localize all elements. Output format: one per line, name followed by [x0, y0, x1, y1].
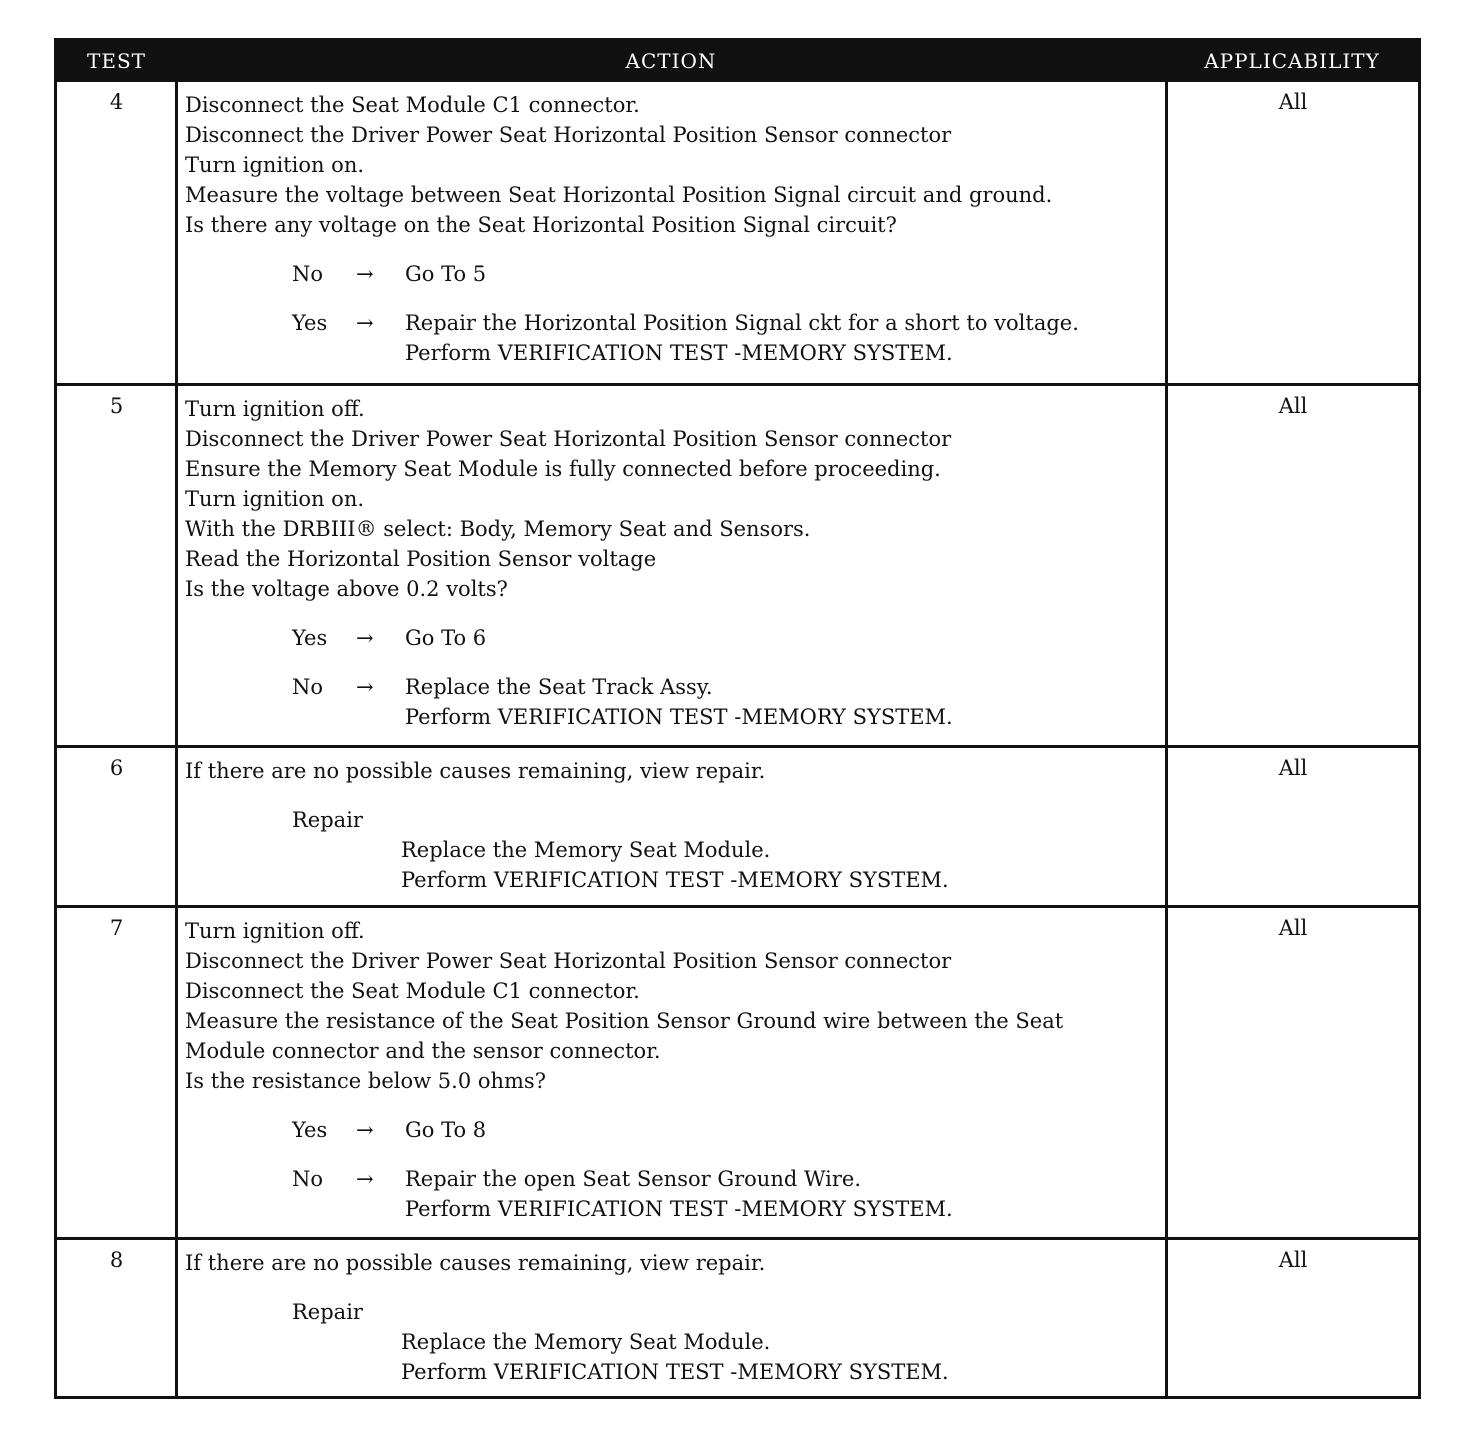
action-line: Disconnect the Driver Power Seat Horizontal Position Sensor connector — [185, 123, 952, 147]
option-text: Go To 6 — [405, 626, 487, 650]
table-row — [57, 1237, 1418, 1399]
action-line: Is the voltage above 0.2 volts? — [185, 577, 508, 601]
repair-label: Repair — [292, 1300, 363, 1324]
header-applicability: APPLICABILITY — [1204, 49, 1380, 73]
action-line: Ensure the Memory Seat Module is fully connected before proceeding. — [185, 457, 941, 481]
result-option — [185, 1115, 1160, 1145]
arrow-icon: → — [356, 626, 374, 650]
action-cell — [185, 916, 1160, 1224]
arrow-icon: → — [356, 262, 374, 286]
applicability: All — [1278, 916, 1308, 940]
arrow-icon: → — [356, 1118, 374, 1142]
option-cont-text: Perform VERIFICATION TEST -MEMORY SYSTEM. — [405, 1197, 953, 1221]
table-row — [57, 82, 1418, 383]
option-continuation — [185, 338, 1160, 368]
option-text: Go To 5 — [405, 262, 487, 286]
option-text: Repair the open Seat Sensor Ground Wire. — [405, 1167, 862, 1191]
option-text: Repair the Horizontal Position Signal ckt for a short to voltage. — [405, 311, 1079, 335]
action-line: Disconnect the Seat Module C1 connector. — [185, 979, 640, 1003]
action-line: Disconnect the Driver Power Seat Horizontal Position Sensor connector — [185, 949, 952, 973]
test-number: 8 — [109, 1248, 124, 1272]
option-label: Yes — [292, 311, 328, 335]
repair-label: Repair — [292, 808, 363, 832]
arrow-icon: → — [356, 1167, 374, 1191]
action-line: Turn ignition on. — [185, 153, 365, 177]
header-action: ACTION — [625, 49, 717, 73]
action-line: Turn ignition on. — [185, 487, 365, 511]
action-line: If there are no possible causes remaining, view repair. — [185, 759, 766, 783]
action-line: Measure the voltage between Seat Horizontal Position Signal circuit and ground. — [185, 183, 1053, 207]
test-number: 5 — [109, 394, 124, 418]
arrow-icon: → — [356, 675, 374, 699]
action-line: Read the Horizontal Position Sensor voltage — [185, 547, 657, 571]
repair-line: Replace the Memory Seat Module. — [401, 1330, 771, 1354]
action-line: Turn ignition off. — [185, 397, 365, 421]
test-table — [54, 38, 1421, 1399]
table-row — [57, 383, 1418, 745]
action-line: Module connector and the sensor connector. — [185, 1039, 661, 1063]
result-option — [185, 308, 1160, 338]
header-test: TEST — [87, 49, 146, 73]
option-cont-text: Perform VERIFICATION TEST -MEMORY SYSTEM. — [405, 341, 953, 365]
option-continuation — [185, 1194, 1160, 1224]
repair-line: Perform VERIFICATION TEST -MEMORY SYSTEM. — [401, 1360, 949, 1384]
option-text: Go To 8 — [405, 1118, 487, 1142]
action-cell — [185, 756, 1160, 895]
action-cell — [185, 1248, 1160, 1387]
action-cell — [185, 394, 1160, 732]
option-label: Yes — [292, 1118, 328, 1142]
table-row — [57, 745, 1418, 905]
result-option — [185, 1164, 1160, 1194]
test-number: 6 — [109, 756, 124, 780]
repair-line: Replace the Memory Seat Module. — [401, 838, 771, 862]
action-line: With the DRBIII® select: Body, Memory Seat and Sensors. — [185, 517, 811, 541]
option-continuation — [185, 702, 1160, 732]
table-header — [57, 41, 1418, 82]
applicability: All — [1278, 394, 1308, 418]
action-line: Measure the resistance of the Seat Position Sensor Ground wire between the Seat — [185, 1009, 1064, 1033]
option-label: No — [292, 675, 324, 699]
arrow-icon: → — [356, 311, 374, 335]
option-label: No — [292, 262, 324, 286]
option-label: No — [292, 1167, 324, 1191]
action-cell — [185, 90, 1160, 368]
action-line: Disconnect the Driver Power Seat Horizontal Position Sensor connector — [185, 427, 952, 451]
repair-line: Perform VERIFICATION TEST -MEMORY SYSTEM. — [401, 868, 949, 892]
result-option — [185, 623, 1160, 653]
table-row — [57, 905, 1418, 1237]
test-number: 4 — [109, 90, 124, 114]
action-line: Is the resistance below 5.0 ohms? — [185, 1069, 546, 1093]
applicability: All — [1278, 90, 1308, 114]
option-label: Yes — [292, 626, 328, 650]
option-cont-text: Perform VERIFICATION TEST -MEMORY SYSTEM. — [405, 705, 953, 729]
action-line: Turn ignition off. — [185, 919, 365, 943]
applicability: All — [1278, 756, 1308, 780]
option-text: Replace the Seat Track Assy. — [405, 675, 713, 699]
action-line: Disconnect the Seat Module C1 connector. — [185, 93, 640, 117]
result-option — [185, 259, 1160, 289]
applicability: All — [1278, 1248, 1308, 1272]
test-number: 7 — [109, 916, 124, 940]
result-option — [185, 672, 1160, 702]
action-line: If there are no possible causes remaining, view repair. — [185, 1251, 766, 1275]
action-line: Is there any voltage on the Seat Horizontal Position Signal circuit? — [185, 213, 897, 237]
